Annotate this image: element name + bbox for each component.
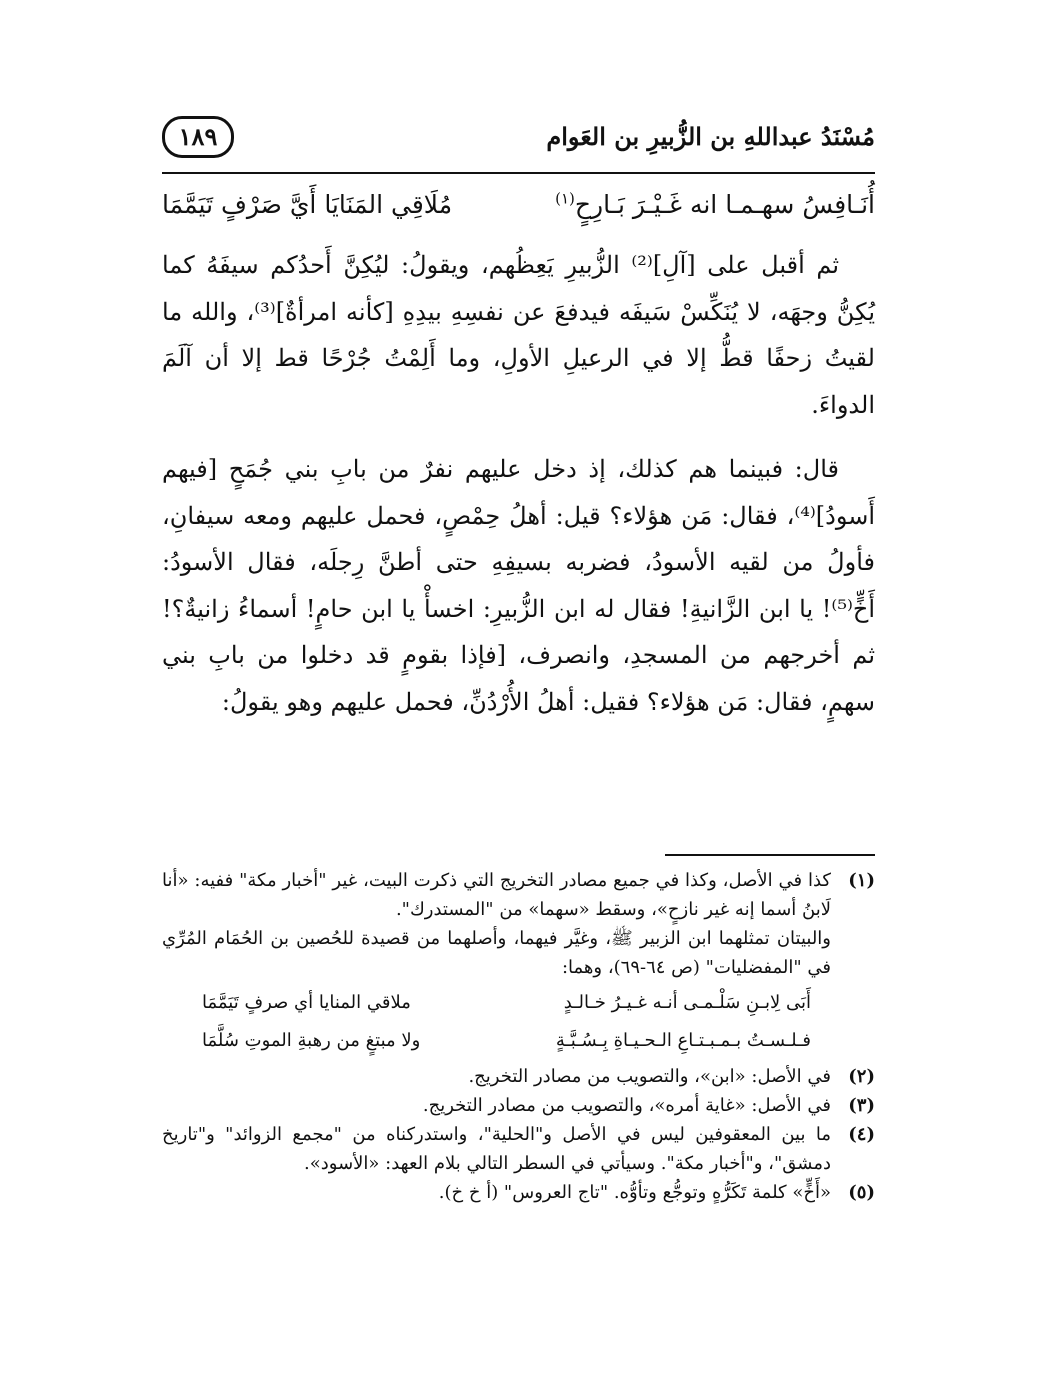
paragraph: ثم أقبل على [آلِ]⁽²⁾ الزُّبيرِ يَعِظُهم، ويقولُ: ليُكِنَّ أَحدُكم سيفَهُ كما يُكِنُّ وجهَه، لا يُنَكِّسْ سَيفَه فيدفعَ عن نفسِهِ بيدِهِ [كأنه امرأةٌ]⁽³⁾، والله ما لقيتُ زحفًا قطُّ إلا في الرعيلِ الأولِ، وما أَلِمْتُ جُرْحًا قط إلا أن آلَمَ الدواءَ. xyxy=(162,251,876,419)
footnote-3 xyxy=(162,1091,875,1120)
footnote-number: (٤) xyxy=(848,1124,875,1145)
footnote-divider xyxy=(665,854,875,856)
verse-footnote-ref: (١) xyxy=(555,189,575,208)
verse-first-hemistich xyxy=(555,190,875,219)
footnote-poem xyxy=(162,984,831,1060)
footnote-continuation: والبيتان تمثلهما ابن الزبير ﷺ، وغيَّر فيهما، وأصلهما من قصيدة للحُصين بن الحُمَام المُرِّي في "المفضليات" (ص ٦٤-٦٩)، وهما: xyxy=(162,928,831,978)
footnote-number: (١) xyxy=(848,870,875,891)
page-number: ١٨٩ xyxy=(162,116,234,158)
poem-line-1-first: أَبَى لِابـنِ سَلْـمـى أنـه غـيـرُ خـالـدٍ xyxy=(563,992,811,1013)
poem-line-1-second: ملاقي المنايا أي صرفٍ تَيَمَّمَا xyxy=(202,992,411,1013)
page-header xyxy=(162,112,875,172)
footnote-number: (٣) xyxy=(848,1095,875,1116)
footnote-1 xyxy=(162,866,875,1060)
running-title: مُسْنَدُ عبداللهِ بن الزُّبيرِ بن العَوام xyxy=(546,122,875,151)
main-text xyxy=(162,242,875,725)
footnote-4 xyxy=(162,1120,875,1178)
poem-line-2-first: فـلـسـتُ بـمـبـتـاعِ الـحـيـاةِ بِـسُـبَّـةٍ xyxy=(555,1030,811,1051)
footnote-2 xyxy=(162,1062,875,1091)
footnote-number: (٢) xyxy=(848,1066,875,1087)
poem-verse xyxy=(162,190,875,240)
footnote-text: في الأصل: «ابن»، والتصويب من مصادر التخريج. xyxy=(468,1066,831,1087)
paragraph: قال: فبينما هم كذلك، إذ دخل عليهم نفرٌ من بابِ بني جُمَحٍ [فيهم أَسودُ]⁽⁴⁾، فقال: مَن هؤلاء؟ قيل: أهلُ حِمْصٍ، فحمل عليهم ومعه سيفانِ، فأولُ من لقيه الأسودُ، فضربه بسيفِهِ حتى أطنَّ رِجلَه، فقال الأسودُ: أَخٍّ⁽⁵⁾! يا ابن الزَّانيةِ! فقال له ابن الزُّبيرِ: اخسأْ يا ابن حامٍ! أسماءُ زانيةٌ؟! ثم أخرجهم من المسجدِ، وانصرف، [فإذا بقومٍ قد دخلوا من بابِ بني سهمٍ، فقال: مَن هؤلاء؟ فقيل: أهلُ الأُرْدُنِّ، فحمل عليهم وهو يقولُ: xyxy=(162,455,875,716)
footnote-text: ما بين المعقوفين ليس في الأصل و"الحلية"، واستدركناه من "مجمع الزوائد" و"تاريخ دمشق"، و"أخبار مكة". وسيأتي في السطر التالي بلام العهد: «الأسود». xyxy=(162,1124,831,1174)
footnote-5 xyxy=(162,1178,875,1207)
footnote-number: (٥) xyxy=(848,1182,875,1203)
verse-second-hemistich: مُلَاقِي المَنَايَا أَيَّ صَرْفٍ تَيَمَّمَا xyxy=(162,190,453,219)
verse-first-text: أُنَـافِسُ سهـمـا انه غَـيْـرَ بَـارِحٍ xyxy=(574,190,875,219)
footnote-text: «أَخٍّ» كلمة تَكَرُّهٍ وتوجُّع وتأوُّه. "تاج العروس" (أ خ خ). xyxy=(438,1182,831,1203)
footnotes xyxy=(162,866,875,1207)
footnote-text: كذا في الأصل، وكذا في جميع مصادر التخريج التي ذكرت البيت، غير "أخبار مكة" ففيه: «أنا لَابنُ أسما إنه غير نازحٍ»، وسقط «سهما» من "المستدرك". xyxy=(162,870,831,920)
footnote-text: في الأصل: «غاية أمره»، والتصويب من مصادر التخريج. xyxy=(422,1095,831,1116)
header-divider xyxy=(162,172,875,174)
poem-line-2-second: ولا مبتغٍ من رهبةِ الموتِ سُلَّمَا xyxy=(202,1030,421,1051)
